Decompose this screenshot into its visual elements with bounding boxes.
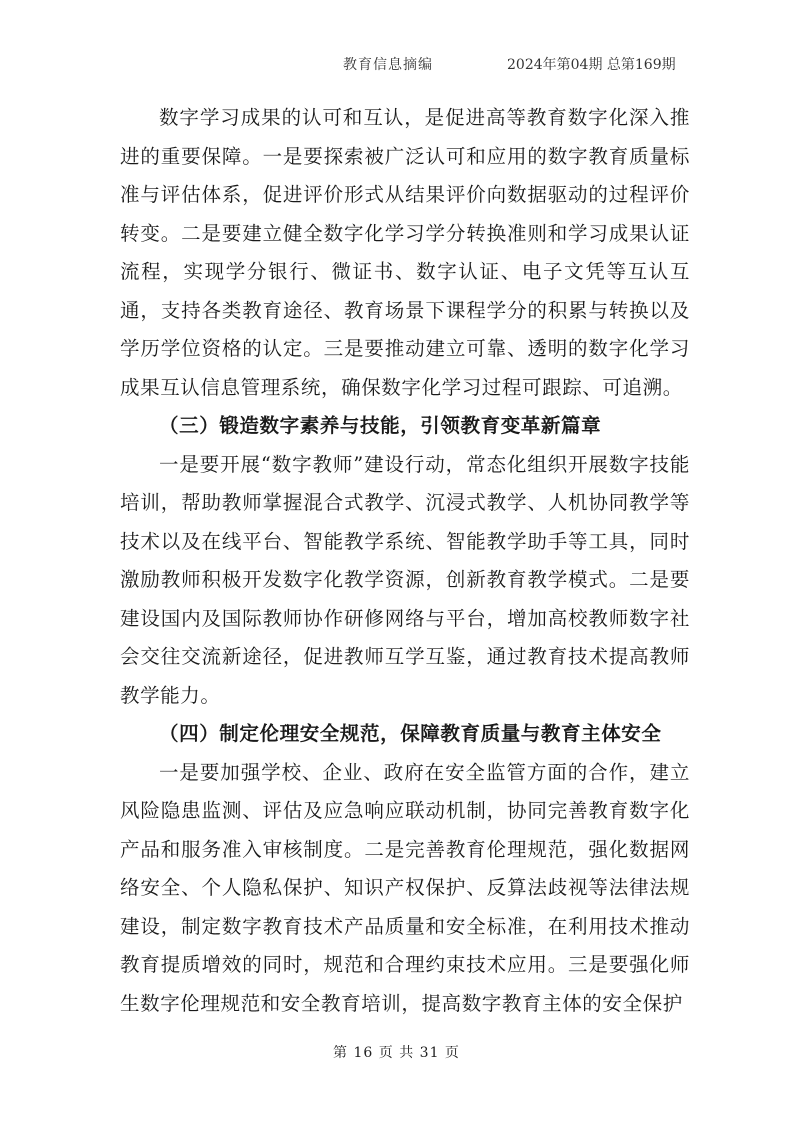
section-heading-4: （四）制定伦理安全规范，保障教育质量与教育主体安全 <box>159 722 662 745</box>
document-body <box>120 99 690 1023</box>
journal-title: 教育信息摘编 <box>343 57 433 73</box>
page-number: 第 16 页 共 31 页 <box>333 1045 460 1061</box>
page-header <box>0 54 793 74</box>
paragraph-learning-outcomes: 数字学习成果的认可和互认，是促进高等教育数字化深入推进的重要保障。一是要探索被广泛认可和应用的数字教育质量标准与评估体系，促进评价形式从结果评价向数据驱动的过程评价转变。二是要建立健全数字化学习学分转换准则和学习成果认证流程，实现学分银行、微证书、数字认证、电子文凭等互认互通，支持各类教育途径、教育场景下课程学分的积累与转换以及学历学位资格的认定。三是要推动建立可靠、透明的数字化学习成果互认信息管理系统，确保数字化学习过程可跟踪、可追溯。 <box>120 106 690 399</box>
paragraph-ethics-safety: 一是要加强学校、企业、政府在安全监管方面的合作，建立风险隐患监测、评估及应急响应联动机制，协同完善教育数字化产品和服务准入审核制度。二是完善教育伦理规范，强化数据网络安全、个人隐私保护、知识产权保护、反算法歧视等法律法规建设，制定数字教育技术产品质量和安全标准，在利用技术推动教育提质增效的同时，规范和合理约束技术应用。三是要强化师生数字伦理规范和安全教育培训，提高数字教育主体的安全保护 <box>120 760 690 1015</box>
section-heading-3: （三）锻造数字素养与技能，引领教育变革新篇章 <box>159 414 602 437</box>
paragraph-digital-literacy: 一是要开展“数字教师”建设行动，常态化组织开展数字技能培训，帮助教师掌握混合式教学、沉浸式教学、人机协同教学等技术以及在线平台、智能教学系统、智能教学助手等工具，同时激励教师积极开发数字化教学资源，创新教育教学模式。二是要建设国内及国际教师协作研修网络与平台，增加高校教师数字社会交往交流新途径，促进教师互学互鉴，通过教育技术提高教师教学能力。 <box>120 452 690 707</box>
issue-number: 2024年第04期 总第169期 <box>507 57 676 73</box>
